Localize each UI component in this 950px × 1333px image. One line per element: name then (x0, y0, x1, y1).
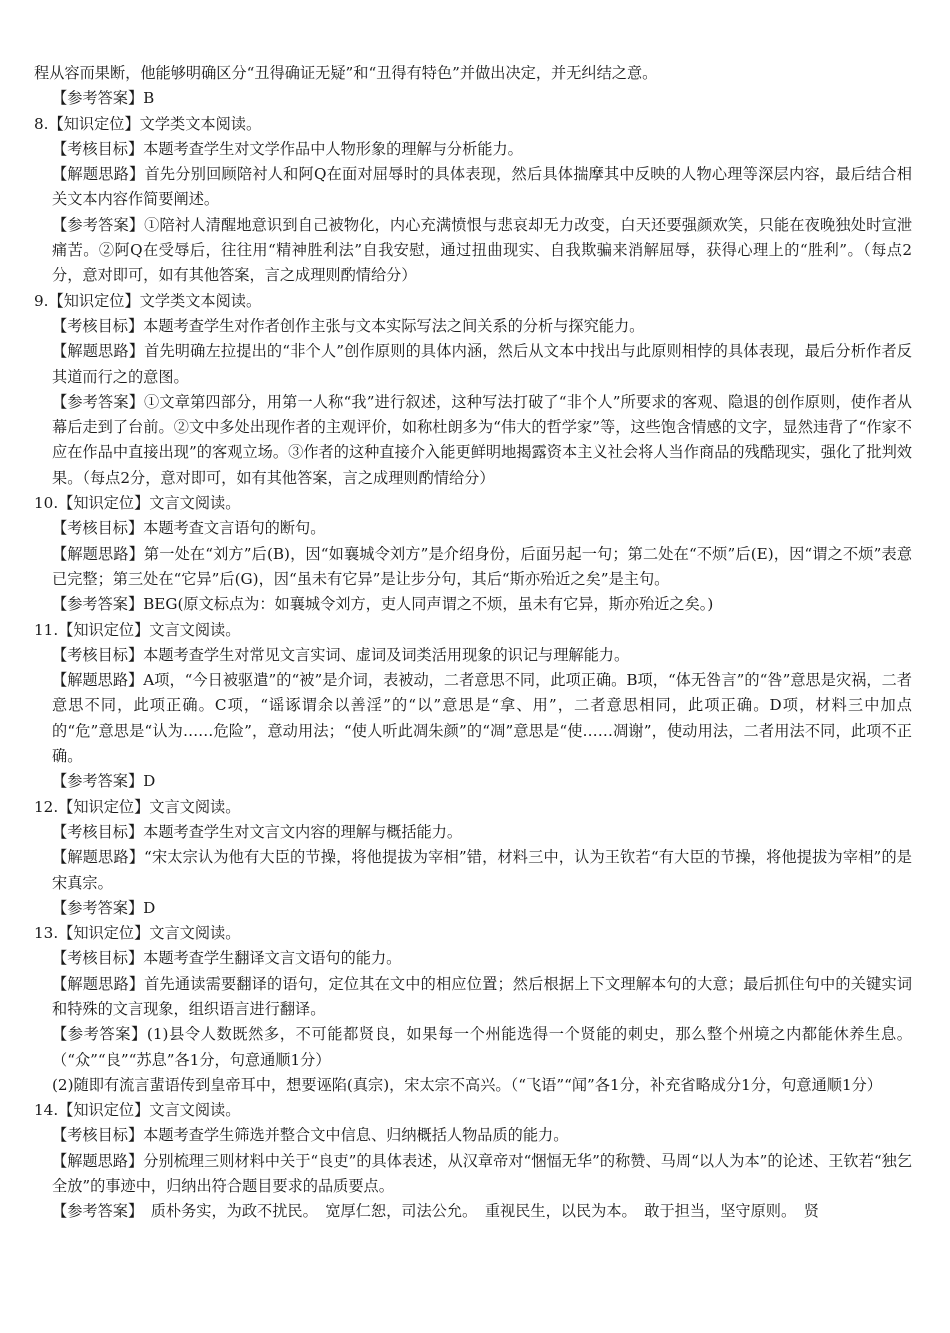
question-14 (34, 1098, 912, 1224)
reference-answer-part-2: (2)随即有流言蜚语传到皇帝耳中，想要诬陷(真宗)，宋太宗不高兴。（“飞语”“闻”各1分，补充省略成分1分，句意通顺1分） (52, 1075, 882, 1094)
solution-approach: 【解题思路】A项，“今日被驱遣”的“被”是介词，表被动，二者意思不同，此项正确。B项，“体无咎言”的“咎”意思是灾祸，二者意思不同，此项正确。C项，“谣诼谓余以善淫”的“以”意思是“拿、用”，二者意思相同，此项正确。D项，材料三中加点的“危”意思是“认为……危险”，意动用法；“使人听此凋朱颜”的“凋”意思是“使……凋谢”，使动用法，二者用法不同，此项不正确。 (52, 671, 912, 766)
reference-answer: 【参考答案】 质朴务实，为政不扰民。 宽厚仁恕，司法公允。 重视民生，以民为本。 敢于担当，坚守原则。 贤 (52, 1202, 819, 1221)
knowledge-position: 【知识定位】文言文阅读。 (58, 1101, 241, 1120)
knowledge-position: 【知识定位】文学类文本阅读。 (48, 291, 262, 310)
question-13 (34, 921, 912, 1098)
solution-approach: 【解题思路】首先分别回顾陪衬人和阿Q在面对屈辱时的具体表现，然后具体揣摩其中反映的人物心理等深层内容，最后结合相关文本内容作简要阐述。 (52, 165, 912, 209)
knowledge-position: 【知识定位】文学类文本阅读。 (48, 114, 262, 133)
assessment-goal: 【考核目标】本题考查学生对文言文内容的理解与概括能力。 (52, 822, 463, 841)
question-number: 10. (34, 494, 59, 513)
solution-approach: 【解题思路】第一处在“刘方”后(B)，因“如襄城令刘方”是介绍身份，后面另起一句；第二处在“不烦”后(E)，因“谓之不烦”表意已完整；第三处在“它异”后(G)，因“虽未有它异”是让步分句，其后“斯亦殆近之矣”是主句。 (52, 544, 913, 588)
question-12 (34, 795, 912, 921)
question-number: 11. (34, 620, 59, 639)
knowledge-position: 【知识定位】文言文阅读。 (58, 924, 241, 943)
question-8 (34, 112, 912, 289)
solution-approach: 【解题思路】分别梳理三则材料中关于“良吏”的具体表述，从汉章帝对“悃愊无华”的称赞、马周“以人为本”的论述、王钦若“独乞全放”的事迹中，归纳出符合题目要求的品质要点。 (52, 1151, 912, 1196)
question-number: 12. (34, 797, 59, 816)
assessment-goal: 【考核目标】本题考查学生翻译文言文语句的能力。 (52, 949, 402, 968)
reference-answer: 【参考答案】BEG(原文标点为：如襄城令刘方，吏人同声谓之不烦，虽未有它异，斯亦殆近之矣。) (52, 595, 714, 614)
assessment-goal: 【考核目标】本题考查学生对作者创作主张与文本实际写法之间关系的分析与探究能力。 (52, 316, 645, 335)
question-number: 13. (34, 924, 59, 943)
assessment-goal: 【考核目标】本题考查文言语句的断句。 (52, 519, 326, 538)
reference-answer: 【参考答案】(1)县令人数既然多，不可能都贤良，如果每一个州能选得一个贤能的刺史，那么整个州境之内都能休养生息。（“众”“良”“苏息”各1分，句意通顺1分） (52, 1025, 912, 1069)
solution-approach: 【解题思路】首先明确左拉提出的“非个人”创作原则的具体内涵，然后从文本中找出与此原则相悖的具体表现，最后分析作者反其道而行之的意图。 (52, 342, 912, 386)
knowledge-position: 【知识定位】文言文阅读。 (58, 494, 241, 513)
solution-approach: 【解题思路】首先通读需要翻译的语句，定位其在文中的相应位置；然后根据上下文理解本句的大意；最后抓住句中的关键实词和特殊的文言现象，组织语言进行翻译。 (52, 974, 912, 1018)
intro-answer: 【参考答案】B (52, 89, 155, 108)
knowledge-position: 【知识定位】文言文阅读。 (58, 797, 241, 816)
reference-answer: 【参考答案】①文章第四部分，用第一人称“我”进行叙述，这种写法打破了“非个人”所要求的客观、隐退的创作原则，使作者从幕后走到了台前。②文中多处出现作者的主观评价，如称杜朗多为“伟大的哲学家”等，这些饱含情感的文字，显然违背了“作家不应在作品中直接出现”的客观立场。③作者的这种直接介入能更鲜明地揭露资本主义社会将人当作商品的残酷现实，强化了批判效果。（每点2分，意对即可，如有其他答案，言之成理则酌情给分） (52, 392, 912, 487)
assessment-goal: 【考核目标】本题考查学生对常见文言实词、虚词及词类活用现象的识记与理解能力。 (52, 645, 630, 664)
assessment-goal: 【考核目标】本题考查学生筛选并整合文中信息、归纳概括人物品质的能力。 (52, 1126, 569, 1145)
knowledge-position: 【知识定位】文言文阅读。 (58, 620, 241, 639)
reference-answer: 【参考答案】D (52, 772, 156, 791)
question-9 (34, 289, 912, 491)
question-10 (34, 491, 912, 617)
reference-answer: 【参考答案】D (52, 898, 156, 917)
intro-continuation: 程从容而果断，他能够明确区分“丑得确证无疑”和“丑得有特色”并做出决定，并无纠结之意。 (34, 64, 658, 82)
question-number: 8. (34, 114, 49, 133)
solution-approach: 【解题思路】“宋太宗认为他有大臣的节操，将他提拔为宰相”错，材料三中，认为王钦若“有大臣的节操，将他提拔为宰相”的是宋真宗。 (52, 848, 912, 892)
reference-answer: 【参考答案】①陪衬人清醒地意识到自己被物化，内心充满愤恨与悲哀却无力改变，白天还要强颜欢笑，只能在夜晚独处时宣泄痛苦。②阿Q在受辱后，往往用“精神胜利法”自我安慰，通过扭曲现实、自我欺骗来消解屈辱，获得心理上的“胜利”。（每点2分，意对即可，如有其他答案，言之成理则酌情给分） (52, 215, 912, 285)
question-11 (34, 618, 912, 795)
question-number: 14. (34, 1101, 59, 1120)
question-number: 9. (34, 291, 49, 310)
assessment-goal: 【考核目标】本题考查学生对文学作品中人物形象的理解与分析能力。 (52, 139, 523, 158)
